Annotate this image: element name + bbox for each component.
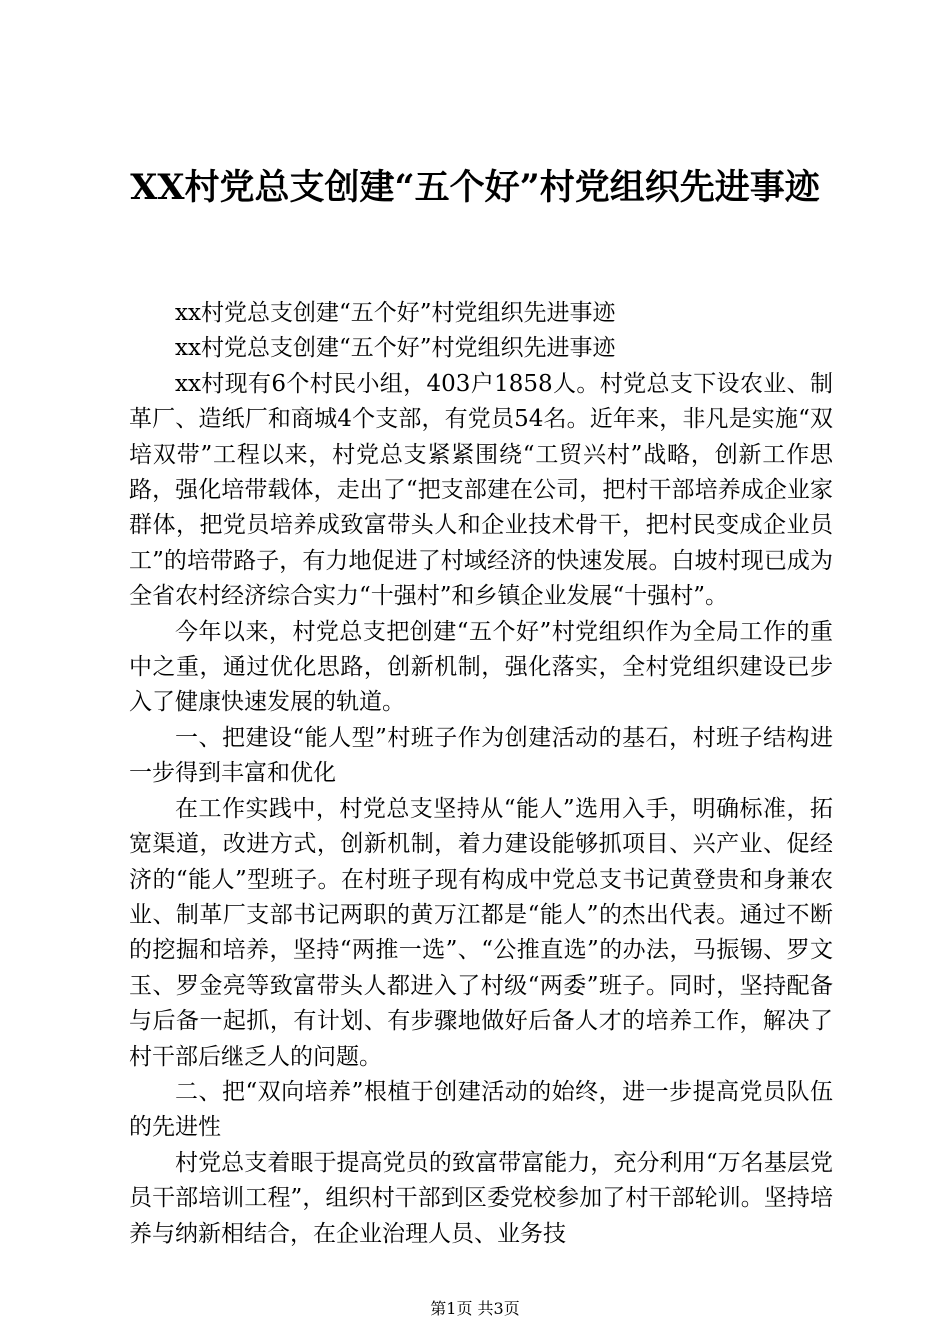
- body-paragraph: xx村党总支创建“五个好”村党组织先进事迹: [175, 335, 616, 362]
- body-paragraph: xx村党总支创建“五个好”村党组织先进事迹: [175, 300, 616, 326]
- section-heading: 一、把建设“能人型”村班子作为创建活动的基石，村班子结构进一步得到丰富和优化: [129, 724, 833, 787]
- document-title: XX村党总支创建“五个好”村党组织先进事迹: [130, 167, 820, 208]
- section-heading: 二、把“双向培养”根植于创建活动的始终，进一步提高党员队伍的先进性: [129, 1078, 833, 1141]
- page-number-footer: 第1页 共3页: [430, 1299, 520, 1318]
- document-body: [129, 296, 833, 1252]
- body-paragraph: 村党总支着眼于提高党员的致富带富能力，充分利用“万名基层党员干部培训工程”，组织村干部到区委党校参加了村干部轮训。坚持培养与纳新相结合，在企业治理人员、业务技: [129, 1149, 833, 1247]
- body-paragraph: 今年以来，村党总支把创建“五个好”村党组织作为全局工作的重中之重，通过优化思路，创新机制，强化落实，全村党组织建设已步入了健康快速发展的轨道。: [129, 618, 833, 716]
- body-paragraph: xx村现有6个村民小组，403户1858人。村党总支下设农业、制革厂、造纸厂和商城4个支部，有党员54名。近年来，非凡是实施“双培双带”工程以来，村党总支紧紧围绕“工贸兴村”战略，创新工作思路，强化培带载体，走出了“把支部建在公司，把村干部培养成企业家群体，把党员培养成致富带头人和企业技术骨干，把村民变成企业员工”的培带路子，有力地促进了村域经济的快速发展。白坡村现已成为全省农村经济综合实力“十强村”和乡镇企业发展“十强村”。: [129, 370, 833, 610]
- body-paragraph: 在工作实践中，村党总支坚持从“能人”选用入手，明确标准，拓宽渠道，改进方式，创新机制，着力建设能够抓项目、兴产业、促经济的“能人”型班子。在村班子现有构成中党总支书记黄登贵和身兼农业、制革厂支部书记两职的黄万江都是“能人”的杰出代表。通过不断的挖掘和培养，坚持“两推一选”、“公推直选”的办法，马振锡、罗文玉、罗金亮等致富带头人都进入了村级“两委”班子。同时，坚持配备与后备一起抓，有计划、有步骤地做好后备人才的培养工作，解决了村干部后继乏人的问题。: [129, 795, 833, 1070]
